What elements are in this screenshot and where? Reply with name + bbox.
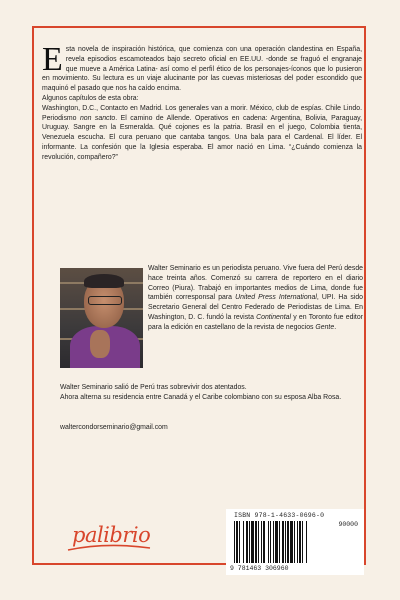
- synopsis-text: [42, 41, 362, 94]
- isbn-label: ISBN 978-1-4633-0696-0: [234, 512, 325, 519]
- barcode-bar: [239, 521, 240, 563]
- chapters-text-1: Washington, D.C., Contacto en Madrid. Los generales van a morir. México, club de espías. Chile Lindo. Periodismo: [42, 104, 362, 122]
- bio-italic-upi: United Press International: [235, 294, 317, 302]
- barcode-bar: [249, 521, 250, 563]
- barcode-box: [226, 509, 364, 575]
- barcode-bar: [270, 521, 271, 563]
- barcode-icon: [234, 521, 334, 564]
- bio-text-3: y en Toronto fue editor para la edición en castellano de la revista de negocios: [148, 313, 363, 331]
- price-code: 90000: [338, 521, 358, 528]
- barcode-bar: [258, 521, 259, 563]
- barcode-bar: [273, 521, 274, 563]
- barcode-bar: [306, 521, 307, 563]
- synopsis-body: sta novela de inspiración histórica, que comienza con una operación clandestina en España, revela episodios escamoteados bajo secreto oficial en EE.UU. -donde se fraguó el engranaje que mueve a América Latina- así como el perfil ético de los personajes-íconos que lo pusieron en movimiento. Su lectura es un viaje alucinante por las cuevas misteriosas del poder escondido que maquinó el pasado que nos ha caído encima.: [42, 46, 362, 93]
- barcode-bar: [251, 521, 254, 563]
- logo-text: palibrio: [72, 523, 151, 547]
- barcode-bar: [261, 521, 262, 563]
- photo-hair: [84, 274, 124, 288]
- barcode-bar: [234, 521, 235, 563]
- dropcap: E: [42, 41, 63, 78]
- barcode-bar: [290, 521, 293, 563]
- author-email[interactable]: waltercondorseminario@gmail.com: [60, 424, 168, 431]
- photo-hand: [90, 330, 110, 358]
- bio-text-4: .: [334, 323, 337, 331]
- chapters-italic: non sancto: [79, 114, 116, 122]
- palibrio-logo-icon: [66, 520, 166, 556]
- photo-glasses: [88, 296, 122, 305]
- author-photo: [60, 268, 143, 368]
- bio-text-1: Walter Seminario es un periodista peruano. Vive fuera del Perú desde hace treinta años. Comenzó su carrera de reportero en el diario Correo (Piura). Trabajó en importantes medios de Lima, donde fue también corresponsal para: [148, 265, 363, 302]
- chapters-list: [42, 94, 362, 163]
- barcode-bar: [246, 521, 248, 563]
- barcode-bar: [287, 521, 289, 563]
- bio-line-2: Walter Seminario salió de Perú tras sobrevivir dos atentados.: [60, 384, 247, 391]
- barcode-bar: [285, 521, 286, 563]
- bio-italic-continental: Continental: [256, 313, 292, 321]
- bio-line-3: Ahora alterna su residencia entre Canadá y el Caribe colombiano con su esposa Alba Rosa.: [60, 393, 342, 401]
- barcode-bar: [243, 521, 244, 563]
- bio-continued: [60, 383, 365, 403]
- synopsis-block: [42, 41, 363, 163]
- barcode-bar: [302, 521, 303, 563]
- barcode-bar: [263, 521, 265, 563]
- bio-text-2: , UPI. Ha sido Secretario General del Centro Federado de Periodistas de Lima. En Washington, D. C. fundó la revista: [148, 294, 363, 321]
- barcode-bar: [275, 521, 278, 563]
- barcode-bar: [297, 521, 298, 563]
- chapters-heading: Algunos capítulos de esta obra:: [42, 94, 139, 102]
- publisher-logo: [66, 520, 166, 561]
- barcode-bar: [282, 521, 284, 563]
- barcode-bar: [268, 521, 269, 563]
- barcode-bar: [255, 521, 257, 563]
- barcode-bar: [299, 521, 301, 563]
- barcode-bar: [294, 521, 295, 563]
- author-bio: [148, 264, 363, 333]
- bio-italic-gente: Gente: [315, 323, 335, 331]
- barcode-digits: 9 781463 306960: [230, 565, 289, 572]
- chapters-text-2: . El camino de Allende. Operativos en cadena: Argentina, Bolivia, Paraguay, Uruguay. Sangre en la Esmeralda. Qué cojones es la patria. Brasil en el juego, Colombia tienta, Venezuela escucha. El cura peruano que cantaba tangos. Una bala para el Cardenal. El líder. El informante. La confesión que la Iglesia esperaba. El amor nació en Lima. “¿Cuándo comienza la revolución, compañero?”: [42, 114, 363, 161]
- barcode-bar: [236, 521, 238, 563]
- barcode-bar: [279, 521, 280, 563]
